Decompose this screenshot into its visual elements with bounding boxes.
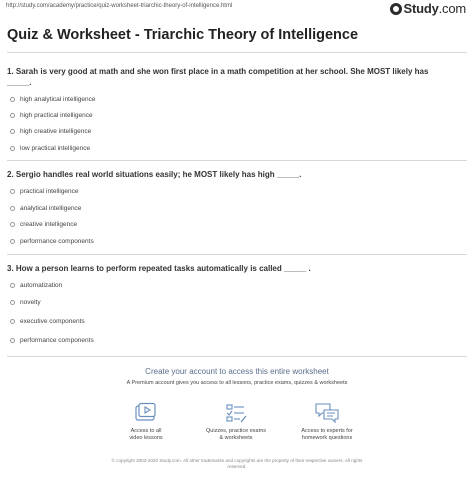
question-3-option-4[interactable]: performance components bbox=[10, 335, 94, 345]
radio-icon[interactable] bbox=[10, 338, 15, 343]
question-2-option-3[interactable]: creative intelligence bbox=[10, 219, 77, 229]
question-2-option-2[interactable]: analytical intelligence bbox=[10, 203, 81, 213]
question-divider bbox=[7, 254, 467, 255]
radio-icon[interactable] bbox=[10, 129, 15, 134]
question-2-option-1[interactable]: practical intelligence bbox=[10, 186, 79, 196]
question-1-option-2[interactable]: high practical intelligence bbox=[10, 110, 93, 120]
radio-icon[interactable] bbox=[10, 300, 15, 305]
practice-exams-icon bbox=[224, 402, 248, 424]
question-2-option-4[interactable]: performance components bbox=[10, 236, 94, 246]
question-3-text: 3. How a person learns to perform repeated tasks automatically is called _____ . bbox=[7, 264, 311, 273]
copyright-notice: © copyright 2003-2020 Study.com. All other trademarks and copyrights are the property of their respective owners. All rights reserved. bbox=[111, 458, 363, 469]
experts-chat-icon bbox=[314, 402, 340, 424]
title-divider bbox=[7, 52, 467, 53]
page-url: http://study.com/academy/practice/quiz-worksheet-triarchic-theory-of-intelligence.html bbox=[6, 3, 233, 9]
feature-practice-exams: Quizzes, practice exams & worksheets bbox=[191, 402, 281, 442]
radio-icon[interactable] bbox=[10, 146, 15, 151]
question-3-option-1[interactable]: automatization bbox=[10, 280, 62, 290]
logo-circle-icon bbox=[390, 3, 402, 15]
section-divider bbox=[7, 356, 467, 357]
question-divider bbox=[7, 160, 467, 161]
radio-icon[interactable] bbox=[10, 239, 15, 244]
radio-icon[interactable] bbox=[10, 113, 15, 118]
question-1-text: 1. Sarah is very good at math and she won first place in a math competition at her school. She MOST likely has _____. bbox=[7, 67, 429, 87]
top-bar bbox=[0, 0, 474, 18]
radio-icon[interactable] bbox=[10, 283, 15, 288]
radio-icon[interactable] bbox=[10, 319, 15, 324]
cta-subtitle: A Premium account gives you access to all lessons, practice exams, quizzes & worksheets bbox=[126, 380, 348, 386]
cta-title[interactable]: Create your account to access this entire worksheet bbox=[145, 367, 329, 376]
video-lessons-icon bbox=[134, 402, 158, 424]
question-2-text: 2. Sergio handles real world situations easily; he MOST likely has high _____. bbox=[7, 170, 302, 179]
radio-icon[interactable] bbox=[10, 222, 15, 227]
question-3-option-3[interactable]: executive components bbox=[10, 316, 85, 326]
radio-icon[interactable] bbox=[10, 206, 15, 211]
question-3-option-2[interactable]: novelty bbox=[10, 297, 41, 307]
question-1-option-4[interactable]: low practical intelligence bbox=[10, 143, 90, 153]
question-1-option-3[interactable]: high creative intelligence bbox=[10, 126, 91, 136]
radio-icon[interactable] bbox=[10, 97, 15, 102]
feature-video-lessons: Access to all video lessons bbox=[101, 402, 191, 442]
study-logo[interactable] bbox=[390, 1, 467, 16]
page-title: Quiz & Worksheet - Triarchic Theory of Intelligence bbox=[7, 27, 359, 43]
logo-text: Study.com bbox=[403, 1, 466, 16]
feature-experts: Access to experts for homework questions bbox=[282, 402, 372, 442]
radio-icon[interactable] bbox=[10, 189, 15, 194]
question-1-option-1[interactable]: high analytical intelligence bbox=[10, 94, 96, 104]
